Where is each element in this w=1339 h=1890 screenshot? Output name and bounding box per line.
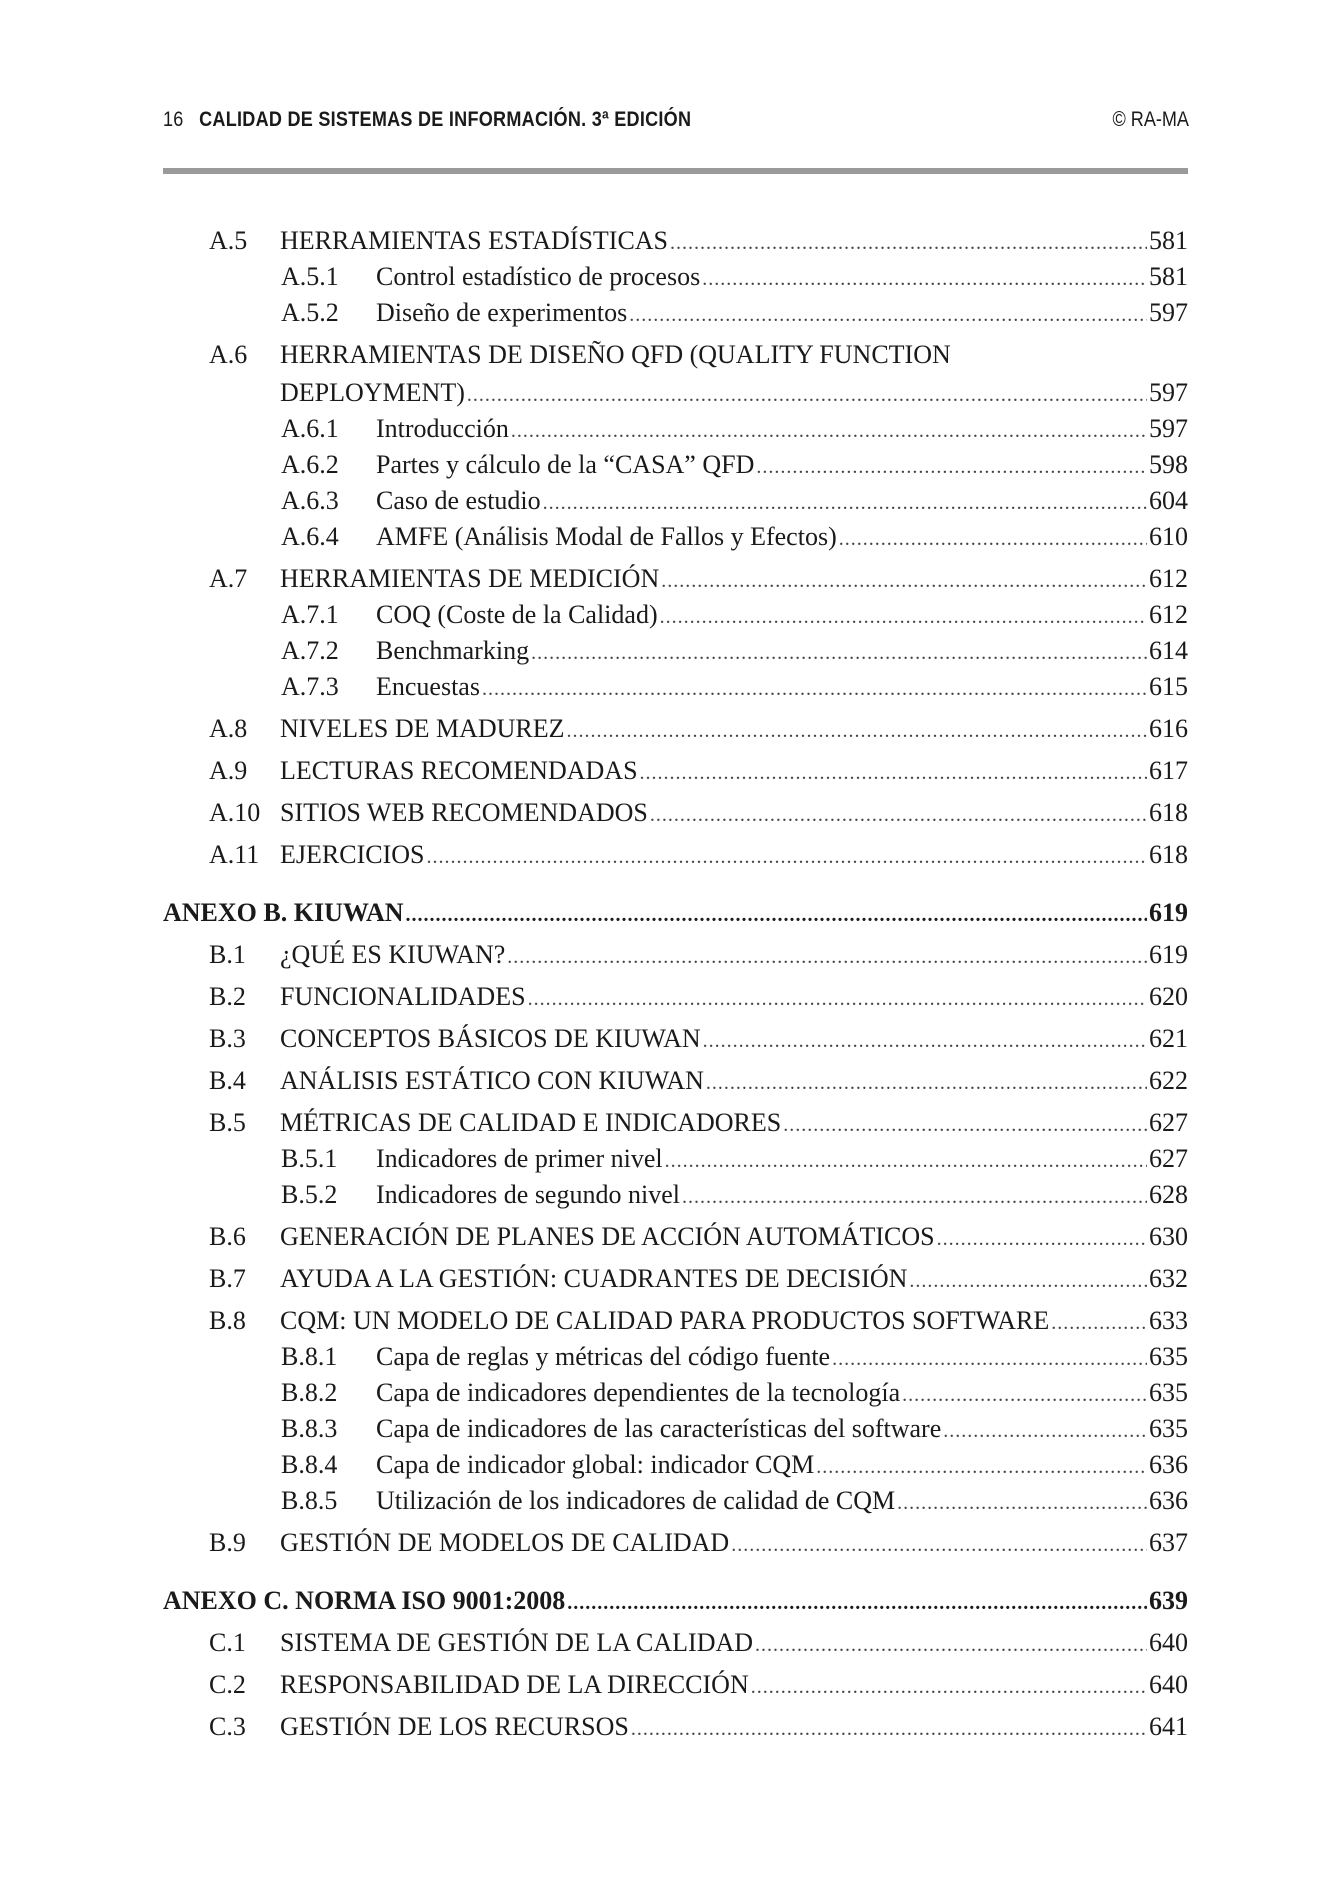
toc-number: B.9: [209, 1528, 246, 1557]
toc-entry-b84[interactable]: [281, 1448, 1188, 1482]
toc-page: 614: [1149, 636, 1188, 665]
dot-leader: [528, 982, 1147, 1016]
toc-entry-a63[interactable]: [281, 484, 1188, 518]
dot-leader: [467, 378, 1147, 412]
toc-title: AYUDA A LA GESTIÓN: CUADRANTES DE DECISIÓN: [280, 1264, 908, 1293]
toc-entry-b9[interactable]: [209, 1526, 1188, 1560]
toc-page: 628: [1149, 1180, 1188, 1209]
dot-leader: [567, 1586, 1147, 1620]
toc-title: Capa de indicadores dependientes de la tecnología: [376, 1378, 901, 1407]
toc-entry-a52[interactable]: [281, 296, 1188, 330]
dot-leader: [832, 1342, 1147, 1376]
toc-title: NIVELES DE MADUREZ: [280, 714, 565, 743]
toc-page: 635: [1149, 1414, 1188, 1443]
toc-title: Capa de reglas y métricas del código fuente: [376, 1342, 831, 1371]
dot-leader: [650, 798, 1147, 832]
toc-number: B.8.3: [281, 1414, 338, 1443]
toc-number: B.8.4: [281, 1450, 338, 1479]
toc-title: Caso de estudio: [376, 486, 541, 515]
toc-number: A.5: [209, 226, 248, 255]
toc-number: C.3: [209, 1712, 246, 1741]
toc-title: SITIOS WEB RECOMENDADOS: [280, 798, 648, 827]
dot-leader: [531, 636, 1147, 670]
toc-number: A.5.1: [281, 262, 339, 291]
toc-page: 633: [1149, 1306, 1188, 1335]
toc-number: A.5.2: [281, 298, 339, 327]
toc-page: 636: [1149, 1450, 1188, 1479]
toc-entry-b8[interactable]: [209, 1304, 1188, 1338]
toc-number: B.8.1: [281, 1342, 338, 1371]
toc-number: B.1: [209, 940, 246, 969]
toc-page: 615: [1149, 672, 1188, 701]
toc-entry-b2[interactable]: [209, 980, 1188, 1014]
toc-number: A.7: [209, 564, 248, 593]
toc-page: 597: [1149, 414, 1188, 443]
dot-leader: [426, 840, 1147, 874]
toc-number: B.6: [209, 1222, 246, 1251]
dot-leader: [567, 714, 1147, 748]
toc-title: Introducción: [376, 414, 509, 443]
toc-number: C.2: [209, 1670, 246, 1699]
toc-number: A.7.3: [281, 672, 339, 701]
toc-entry-a7[interactable]: [209, 562, 1188, 596]
dot-leader: [661, 564, 1147, 598]
toc-title: Utilización de los indicadores de calidad de CQM: [376, 1486, 896, 1515]
toc-page: 604: [1149, 486, 1188, 515]
toc-entry-b6[interactable]: [209, 1220, 1188, 1254]
dot-leader: [839, 522, 1147, 556]
toc-page: 635: [1149, 1342, 1188, 1371]
toc-page: 581: [1149, 226, 1188, 255]
page-number: 16: [163, 108, 184, 131]
dot-leader: [629, 298, 1147, 332]
toc-page: 621: [1149, 1024, 1188, 1053]
toc-page: 622: [1149, 1066, 1188, 1095]
toc-title: CONCEPTOS BÁSICOS DE KIUWAN: [280, 1024, 701, 1053]
dot-leader: [631, 1712, 1147, 1746]
toc-entry-c3[interactable]: [209, 1710, 1188, 1744]
toc-page: 598: [1149, 450, 1188, 479]
toc-title: CQM: UN MODELO DE CALIDAD PARA PRODUCTOS SOFTWARE: [280, 1306, 1050, 1335]
toc-title: FUNCIONALIDADES: [280, 982, 526, 1011]
toc-entry-a6-line2[interactable]: [280, 376, 1188, 410]
toc-title: Indicadores de primer nivel: [376, 1144, 663, 1173]
dot-leader: [507, 940, 1147, 974]
dot-leader: [909, 1264, 1147, 1298]
toc-page: 610: [1149, 522, 1188, 551]
toc-page: 597: [1149, 298, 1188, 327]
toc-title: Diseño de experimentos: [376, 298, 628, 327]
dot-leader: [943, 1414, 1147, 1448]
dot-leader: [703, 1024, 1147, 1058]
toc-entry-b4[interactable]: [209, 1064, 1188, 1098]
toc-page: 641: [1149, 1712, 1188, 1741]
toc-page: 636: [1149, 1486, 1188, 1515]
toc-number: A.7.2: [281, 636, 339, 665]
toc-annex-b[interactable]: [163, 896, 1188, 930]
dot-leader: [670, 226, 1147, 260]
toc-number: A.7.1: [281, 600, 339, 629]
toc-title: Capa de indicadores de las características del software: [376, 1414, 942, 1443]
dot-leader: [902, 1378, 1147, 1412]
toc-entry-a61[interactable]: [281, 412, 1188, 446]
toc-page: 618: [1149, 798, 1188, 827]
toc-page: 637: [1149, 1528, 1188, 1557]
toc-entry-a10[interactable]: [209, 796, 1188, 830]
toc-title: Indicadores de segundo nivel: [376, 1180, 680, 1209]
dot-leader: [706, 1066, 1147, 1100]
toc-title: Control estadístico de procesos: [376, 262, 701, 291]
toc-entry-a5[interactable]: [209, 224, 1188, 258]
toc-entry-a71[interactable]: [281, 598, 1188, 632]
toc-number: B.2: [209, 982, 246, 1011]
toc-number: A.6.3: [281, 486, 339, 515]
toc-title: RESPONSABILIDAD DE LA DIRECCIÓN: [280, 1670, 749, 1699]
toc-page: 627: [1149, 1144, 1188, 1173]
dot-leader: [756, 450, 1147, 484]
toc-title: GESTIÓN DE LOS RECURSOS: [280, 1712, 629, 1741]
toc-entry-b83[interactable]: [281, 1412, 1188, 1446]
toc-title: Partes y cálculo de la “CASA” QFD: [376, 450, 755, 479]
dot-leader: [702, 262, 1147, 296]
toc-entry-a9[interactable]: [209, 754, 1188, 788]
toc-page: 616: [1149, 714, 1188, 743]
toc-page: 627: [1149, 1108, 1188, 1137]
toc-entry-a72[interactable]: [281, 634, 1188, 668]
toc-entry-b82[interactable]: [281, 1376, 1188, 1410]
dot-leader: [665, 1144, 1147, 1178]
toc-title: ¿QUÉ ES KIUWAN?: [280, 940, 506, 969]
toc-entry-b85[interactable]: [281, 1484, 1188, 1518]
toc-entry-c2[interactable]: [209, 1668, 1188, 1702]
toc-number: B.7: [209, 1264, 246, 1293]
toc-number: A.11: [209, 840, 260, 869]
toc-number: A.6.1: [281, 414, 339, 443]
dot-leader: [783, 1108, 1147, 1142]
toc-page: 632: [1149, 1264, 1188, 1293]
toc-entry-b1[interactable]: [209, 938, 1188, 972]
toc-annex-c[interactable]: [163, 1584, 1188, 1618]
toc-number: B.5: [209, 1108, 246, 1137]
toc-title: LECTURAS RECOMENDADAS: [280, 756, 638, 785]
dot-leader: [816, 1450, 1147, 1484]
toc-title: MÉTRICAS DE CALIDAD E INDICADORES: [280, 1108, 782, 1137]
dot-leader: [751, 1670, 1147, 1704]
toc-number: B.8.5: [281, 1486, 338, 1515]
dot-leader: [731, 1528, 1147, 1562]
toc-title: ANÁLISIS ESTÁTICO CON KIUWAN: [280, 1066, 704, 1095]
dot-leader: [543, 486, 1147, 520]
toc-entry-b7[interactable]: [209, 1262, 1188, 1296]
toc-entry-a73[interactable]: [281, 670, 1188, 704]
toc-title: EJERCICIOS: [280, 840, 425, 869]
toc-number: B.5.2: [281, 1180, 338, 1209]
toc-page: 597: [1149, 378, 1188, 407]
toc-entry-c1[interactable]: [209, 1626, 1188, 1660]
toc-number: B.3: [209, 1024, 246, 1053]
toc-number: A.6: [209, 340, 248, 369]
toc-number: B.8.2: [281, 1378, 338, 1407]
toc-page: 640: [1149, 1628, 1188, 1657]
toc-page: 620: [1149, 982, 1188, 1011]
publisher-mark: © RA-MA: [1112, 108, 1189, 131]
toc-title: GESTIÓN DE MODELOS DE CALIDAD: [280, 1528, 730, 1557]
toc-entry-b81[interactable]: [281, 1340, 1188, 1374]
toc-entry-b51[interactable]: [281, 1142, 1188, 1176]
toc-entry-a64[interactable]: [281, 520, 1188, 554]
toc-entry-a51[interactable]: [281, 260, 1188, 294]
dot-leader: [482, 672, 1147, 706]
toc-page: 619: [1149, 940, 1188, 969]
toc-title: HERRAMIENTAS DE DISEÑO QFD (QUALITY FUNCTION: [280, 340, 951, 369]
toc-page: 612: [1149, 564, 1188, 593]
dot-leader: [660, 600, 1147, 634]
toc-title: ANEXO B. KIUWAN: [163, 898, 404, 927]
toc-number: A.6.2: [281, 450, 339, 479]
toc-title: ANEXO C. NORMA ISO 9001:2008: [163, 1586, 566, 1615]
dot-leader: [406, 898, 1147, 932]
dot-leader: [1051, 1306, 1147, 1340]
dot-leader: [937, 1222, 1147, 1256]
toc-title: GENERACIÓN DE PLANES DE ACCIÓN AUTOMÁTICOS: [280, 1222, 935, 1251]
toc-title: COQ (Coste de la Calidad): [376, 600, 658, 629]
toc-number: B.4: [209, 1066, 246, 1095]
toc-entry-a8[interactable]: [209, 712, 1188, 746]
toc-page: 581: [1149, 262, 1188, 291]
dot-leader: [640, 756, 1147, 790]
dot-leader: [511, 414, 1147, 448]
toc-number: B.5.1: [281, 1144, 338, 1173]
toc-title: DEPLOYMENT): [280, 378, 465, 407]
dot-leader: [755, 1628, 1147, 1662]
toc-title: AMFE (Análisis Modal de Fallos y Efectos): [376, 522, 837, 551]
toc-page: 630: [1149, 1222, 1188, 1251]
toc-title: Capa de indicador global: indicador CQM: [376, 1450, 815, 1479]
toc-title: Encuestas: [376, 672, 480, 701]
toc-page: 618: [1149, 840, 1188, 869]
toc-number: A.8: [209, 714, 248, 743]
toc-title: HERRAMIENTAS DE MEDICIÓN: [280, 564, 660, 593]
toc-page: 639: [1149, 1586, 1188, 1615]
toc-entry-a6-line1[interactable]: [209, 338, 951, 372]
dot-leader: [682, 1180, 1147, 1214]
toc-page: 612: [1149, 600, 1188, 629]
toc-entry-b52[interactable]: [281, 1178, 1188, 1212]
toc-entry-b3[interactable]: [209, 1022, 1188, 1056]
toc-number: A.9: [209, 756, 248, 785]
toc-entry-a11[interactable]: [209, 838, 1188, 872]
toc-entry-a62[interactable]: [281, 448, 1188, 482]
toc-page: 640: [1149, 1670, 1188, 1699]
toc-page: 617: [1149, 756, 1188, 785]
toc-page: 635: [1149, 1378, 1188, 1407]
toc-number: A.10: [209, 798, 261, 827]
toc-number: C.1: [209, 1628, 246, 1657]
toc-number: A.6.4: [281, 522, 339, 551]
toc-number: B.8: [209, 1306, 246, 1335]
toc-entry-b5[interactable]: [209, 1106, 1188, 1140]
toc-title: Benchmarking: [376, 636, 530, 665]
toc-title: HERRAMIENTAS ESTADÍSTICAS: [280, 226, 669, 255]
toc-title: SISTEMA DE GESTIÓN DE LA CALIDAD: [280, 1628, 754, 1657]
book-title: CALIDAD DE SISTEMAS DE INFORMACIÓN. 3ª EDICIÓN: [199, 108, 692, 131]
toc-page: 619: [1149, 898, 1188, 927]
dot-leader: [897, 1486, 1147, 1520]
